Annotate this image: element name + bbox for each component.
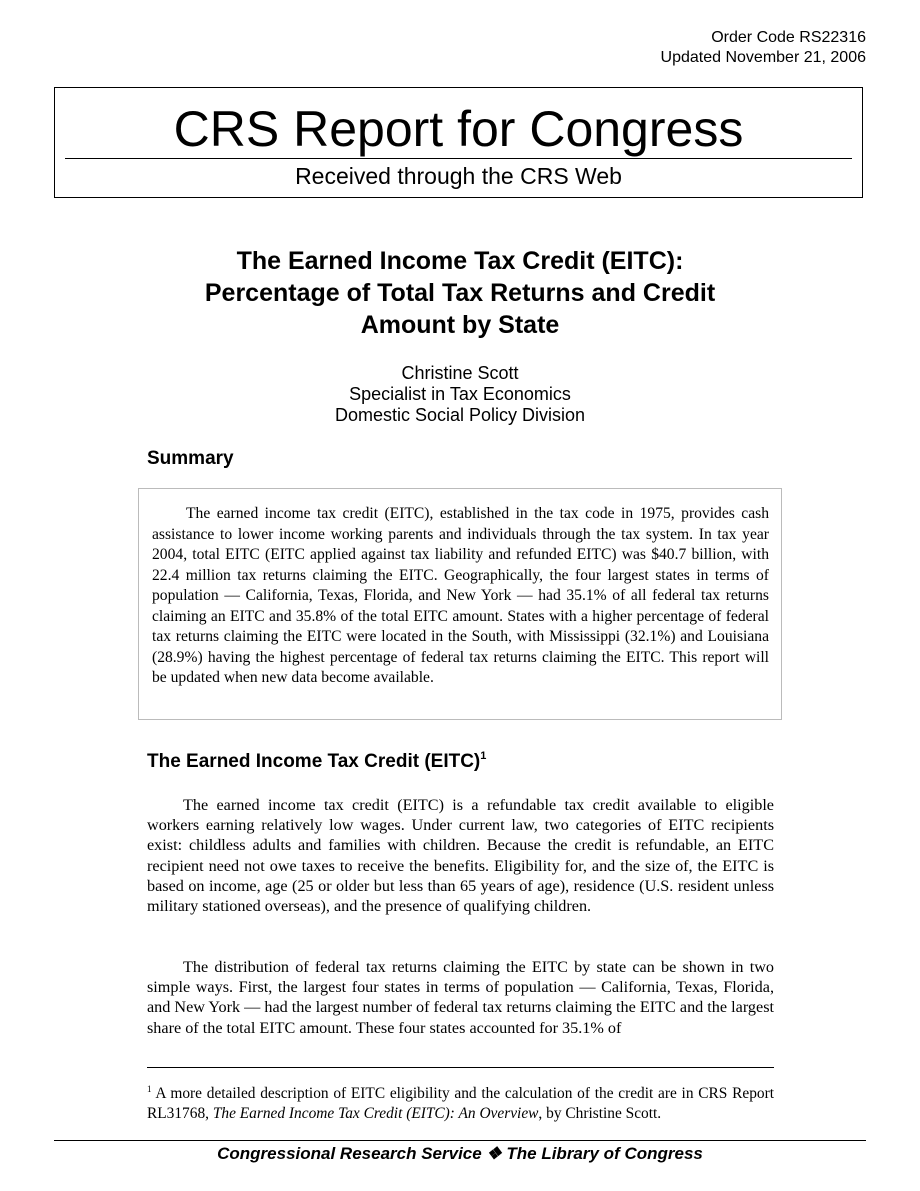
document-title-line: The Earned Income Tax Credit (EITC): [236,247,684,275]
body-paragraph: The earned income tax credit (EITC) is a refundable tax credit available to eligible workers earning relatively low wages. Under current law, two categories of EITC recipients exist: childless adults and families with children. Because the credit is refundable, an EITC recipient need not owe taxes to receive the benefits. Eligibility for, and the size of, the EITC is based on income, age (25 or older but less than 65 years of age), residence (U.S. resident unless military stationed overseas), and the presence of qualifying children. [147,796,774,916]
updated-date: Updated November 21, 2006 [660,49,866,66]
document-title-line: Amount by State [360,311,560,339]
order-info [661,28,866,68]
masthead-rule [65,158,852,159]
order-code: Order Code RS22316 [711,29,866,46]
summary-heading: Summary [147,448,234,469]
author-title: Specialist in Tax Economics [349,384,571,404]
page-footer: Congressional Research Service ❖ The Library of Congress [217,1144,703,1163]
author-division: Domestic Social Policy Division [334,405,586,425]
summary-box [138,488,782,720]
footnote-number: 1 [147,1084,152,1094]
author-name: Christine Scott [401,363,519,383]
footnote-text: A more detailed description of EITC eligibility and the calculation of the credit are in CRS Report RL31768, [147,1085,774,1122]
footer-rule [54,1140,866,1141]
document-title [100,245,820,341]
masthead-title: CRS Report for Congress [173,101,744,157]
body-paragraph: The distribution of federal tax returns claiming the EITC by state can be shown in two simple ways. First, the largest four states in terms of population — California, Texas, Florida, and New York — had the largest number of federal tax returns claiming the EITC and the largest share of the total EITC amount. These four states accounted for 35.1% of [147,958,774,1037]
footnote-ref[interactable]: 1 [480,750,487,762]
masthead [54,87,863,198]
section-heading [147,749,486,775]
document-title-line: Percentage of Total Tax Returns and Credit [204,279,716,307]
footnote-rule [147,1067,774,1068]
footnote-text-end: , by Christine Scott. [538,1105,662,1122]
summary-text: The earned income tax credit (EITC), established in the tax code in 1975, provides cash assistance to lower income working parents and individuals through the tax system. In tax year 2004, total EITC (EITC applied against tax liability and refunded EITC) was $40.7 billion, with 22.4 million tax returns claiming the EITC. Geographically, the four largest states in terms of population — California, Texas, Florida, and New York — had 35.1% of all federal tax returns claiming an EITC and 35.8% of the total EITC amount. States with a higher percentage of federal tax returns claiming the EITC were located in the South, with Mississippi (32.1%) and Louisiana (28.9%) having the highest percentage of federal tax returns claiming the EITC. This report will be updated when new data become available. [152,505,769,686]
footnote-report-title: The Earned Income Tax Credit (EITC): An Overview [212,1105,539,1122]
section-heading-text: The Earned Income Tax Credit (EITC) [147,751,481,772]
masthead-subtitle: Received through the CRS Web [295,163,622,189]
author-block [100,363,820,426]
footnote [147,1084,774,1124]
